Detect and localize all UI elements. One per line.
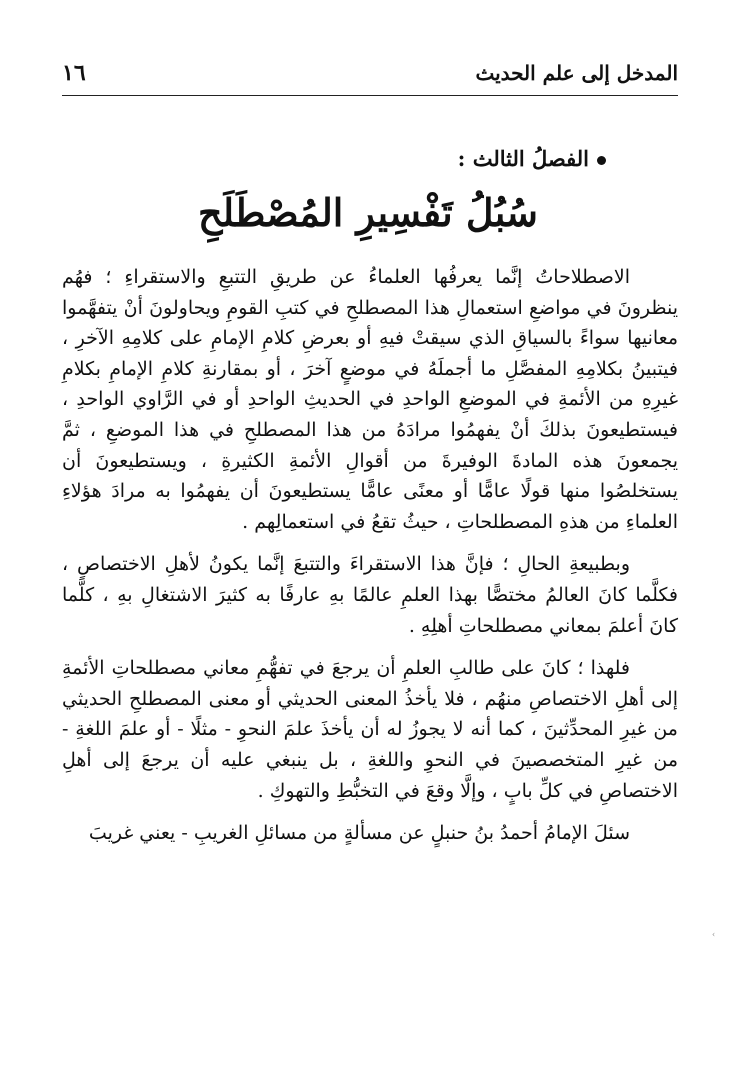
section-label — [458, 146, 606, 171]
section-label-text: الفصلُ الثالث : — [457, 146, 589, 171]
running-title: المدخل إلى علم الحديث — [475, 61, 678, 85]
running-header — [62, 58, 678, 88]
paragraph: وبطبيعةِ الحالِ ؛ فإنَّ هذا الاستقراءَ والتتبعَ إنَّما يكونُ لأهلِ الاختصاصِ ، فكلَّما كانَ العالمُ مختصًّا بهذا العلمِ عالمًا بهِ عارفًا به كثيرَ الاشتغالِ بهِ ، كلَّما كانَ أعلمَ بمعاني مصطلحاتِ أهلِهِ . — [62, 553, 678, 637]
paragraph: فلهذا ؛ كانَ على طالبِ العلمِ أن يرجعَ في تفهُّمِ معاني مصطلحاتِ الأئمةِ إلى أهلِ الاختصاصِ منهُم ، فلا يأخذُ المعنى الحديثي أو معنى المصطلحِ الحديثي من غيرِ المحدِّثينَ ، كما أنه لا يجوزُ له أن يأخذَ علمَ النحوِ - مثلًا - أو علمَ اللغةِ - من غيرِ المتخصصينَ في النحوِ واللغةِ ، بل ينبغي عليه أن يرجعَ إلى أهلِ الاختصاصِ في كلِّ بابٍ ، وإلَّا وقعَ في التخبُّطِ والتهوكِ . — [62, 657, 678, 802]
header-divider — [62, 95, 678, 96]
bullet-icon — [597, 156, 606, 165]
page-number: ١٦ — [62, 60, 86, 86]
body-text — [62, 262, 678, 849]
paragraph: سئلَ الإمامُ أحمدُ بنُ حنبلٍ عن مسألةٍ من مسائلِ الغريبِ - يعني غريبَ — [88, 822, 630, 845]
chapter-title: سُبُلُ تَفْسِيرِ المُصْطَلَحِ — [197, 190, 538, 235]
paragraph: الاصطلاحاتُ إنَّما يعرفُها العلماءُ عن طريقِ التتبعِ والاستقراءِ ؛ فهُم ينظرونَ في مواضعِ استعمالِ هذا المصطلحِ في كتبِ القومِ ويحاولونَ أنْ يتفهَّموا معانيها سواءً بالسياقِ الذي سيقتْ فيهِ أو بعرضِ كلامِ الإمامِ على كلامِهِ الآخرِ ، فيتبينُ بكلامِهِ المفصَّلِ ما أجملَهُ في موضعٍ آخرَ ، أو بمقارنةِ كلامِ الإمامِ بكلامِ غيرِهِ من الأئمةِ في الموضعِ الواحدِ في الحديثِ الواحدِ أو في الرَّاوي الواحدِ ، فيستطيعونَ بذلكَ أنْ يفهمُوا مرادَهُ من هذا المصطلحِ في هذا الموضعِ ، ثمَّ يجمعونَ هذه المادةَ الوفيرةَ من أقوالِ الأئمةِ الكثيرةِ ، ويستطيعونَ أن يستخلصُوا منها قولًا عامًّا أو معنًى عامًّا يستطيعونَ أن يفهمُوا به مرادَ هؤلاءِ العلماءِ من هذهِ المصطلحاتِ ، حيثُ تقعُ في استعمالِهم . — [62, 266, 678, 533]
margin-mark: ‹ — [712, 930, 716, 939]
